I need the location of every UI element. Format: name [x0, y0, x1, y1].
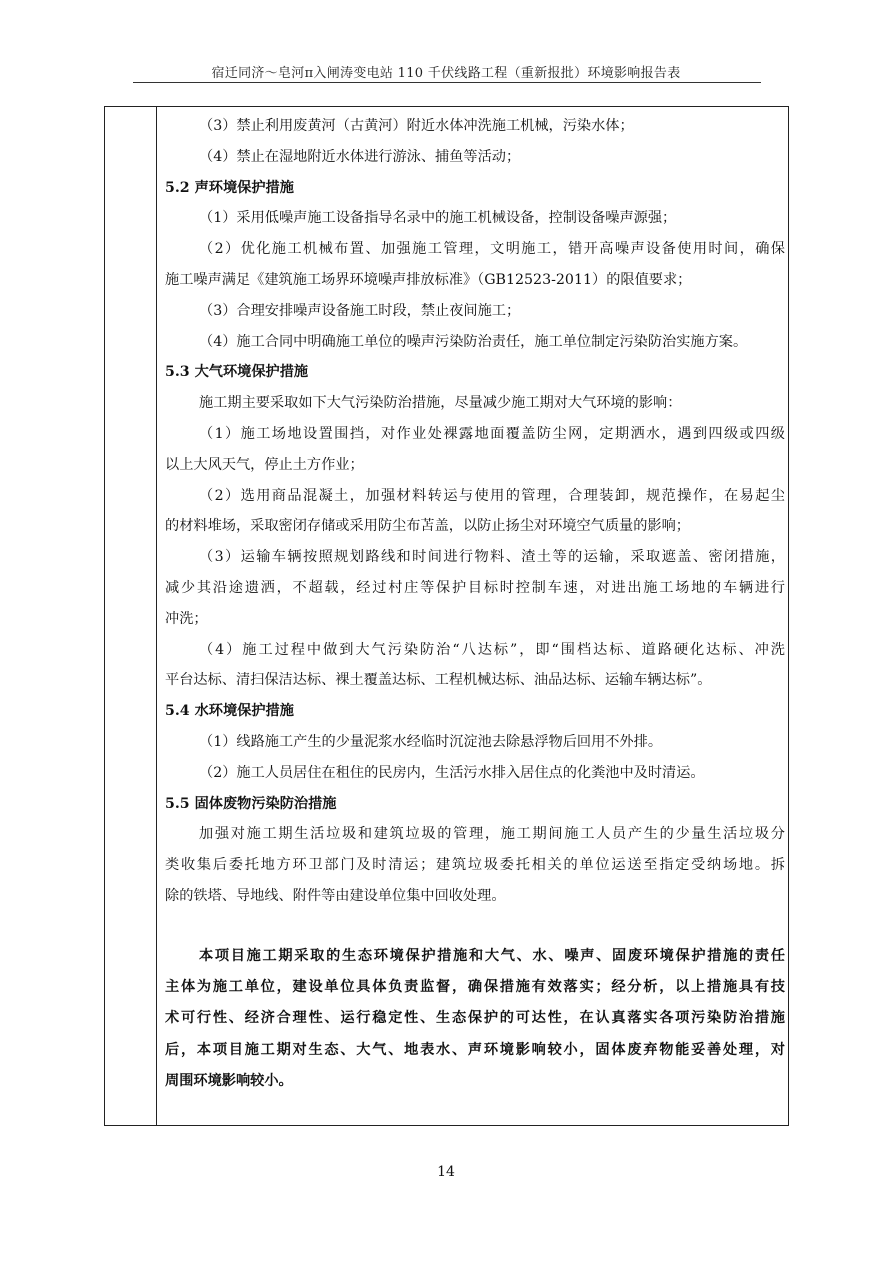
paragraph-water-2: （2）施工人员居住在租住的民房内，生活污水排入居住点的化粪池中及时清运。: [199, 764, 705, 781]
summary-line: 术可行性、经济合理性、运行稳定性、生态保护的可达性，在认真落实各项污染防治措施: [165, 1010, 785, 1027]
left-column-divider: [156, 107, 157, 1125]
paragraph-ecology-3: （3）禁止利用废黄河（古黄河）附近水体冲洗施工机械，污染水体；: [199, 118, 634, 134]
paragraph-air-3: （3）运输车辆按照规划路线和时间进行物料、渣土等的运输，采取遮盖、密闭措施，: [199, 549, 785, 566]
page-number: 14: [437, 1164, 455, 1180]
paragraph-noise-2-cont: 施工噪声满足《建筑施工场界环境噪声排放标准》（GB12523-2011）的限值要求；: [165, 271, 692, 288]
paragraph-ecology-4: （4）禁止在湿地附近水体进行游泳、捕鱼等活动；: [199, 148, 521, 165]
paragraph-solid-waste: 加强对施工期生活垃圾和建筑垃圾的管理，施工期间施工人员产生的少量生活垃圾分: [199, 826, 785, 843]
paragraph-air-3-end: 冲洗；: [165, 610, 208, 627]
paragraph-air-3-cont: 减少其沿途遗洒，不超载，经过村庄等保护目标时控制车速，对进出施工场地的车辆进行: [165, 579, 785, 596]
paragraph-solid-waste-cont: 类收集后委托地方环卫部门及时清运；建筑垃圾委托相关的单位运送至指定受纳场地。拆: [165, 857, 785, 874]
paragraph-water-1: （1）线路施工产生的少量泥浆水经临时沉淀池去除悬浮物后回用不外排。: [199, 733, 663, 750]
summary-line: 本项目施工期采取的生态环境保护措施和大气、水、噪声、固废环境保护措施的责任: [199, 947, 785, 964]
paragraph-noise-1: （1）采用低噪声施工设备指导名录中的施工机械设备，控制设备噪声源强；: [199, 210, 677, 227]
summary-line: 后，本项目施工期对生态、大气、地表水、声环境影响较小，固体废弃物能妥善处理，对: [165, 1041, 785, 1058]
paragraph-noise-4: （4）施工合同中明确施工单位的噪声污染防治责任，施工单位制定污染防治实施方案。: [199, 333, 748, 350]
paragraph-air-2: （2）选用商品混凝土，加强材料转运与使用的管理，合理装卸，规范操作，在易起尘: [199, 487, 785, 504]
paragraph-noise-3: （3）合理安排噪声设备施工时段，禁止夜间施工；: [199, 302, 521, 319]
paragraph-air-intro: 施工期主要采取如下大气污染防治措施，尽量减少施工期对大气环境的影响：: [199, 395, 682, 412]
header-rule: [133, 82, 761, 83]
paragraph-air-2-cont: 的材料堆场，采取密闭存储或采用防尘布苫盖，以防止扬尘对环境空气质量的影响；: [165, 518, 690, 535]
table-content: [165, 111, 785, 1097]
paragraph-air-4: （4）施工过程中做到大气污染防治“八达标”，即“围档达标、道路硬化达标、冲洗: [199, 641, 785, 658]
page-header: 宿迁同济～皂河π入闸涛变电站 110 千伏线路工程（重新报批）环境影响报告表: [211, 66, 681, 81]
section-heading-5-5: 5.5 固体废物污染防治措施: [165, 795, 337, 812]
section-heading-5-4: 5.4 水环境保护措施: [165, 703, 294, 720]
paragraph-noise-2: （2）优化施工机械布置、加强施工管理，文明施工，错开高噪声设备使用时间，确保: [199, 241, 785, 258]
section-heading-5-2: 5.2 声环境保护措施: [165, 179, 294, 196]
summary-line: 主体为施工单位，建设单位具体负责监督，确保措施有效落实；经分析，以上措施具有技: [165, 979, 785, 996]
summary-paragraph: [165, 941, 785, 1097]
paragraph-air-4-cont: 平台达标、清扫保洁达标、裸土覆盖达标、工程机械达标、油品达标、运输车辆达标”。: [165, 672, 712, 689]
paragraph-air-1-cont: 以上大风天气，停止土方作业；: [165, 456, 364, 473]
report-table: [104, 106, 789, 1126]
summary-line: 周围环境影响较小。: [165, 1072, 293, 1089]
paragraph-solid-waste-end: 除的铁塔、导地线、附件等由建设单位集中回收处理。: [165, 887, 506, 904]
paragraph-air-1: （1）施工场地设置围挡，对作业处裸露地面覆盖防尘网，定期洒水，遇到四级或四级: [199, 425, 785, 442]
section-heading-5-3: 5.3 大气环境保护措施: [165, 364, 309, 381]
paragraph-gap: [165, 912, 785, 941]
